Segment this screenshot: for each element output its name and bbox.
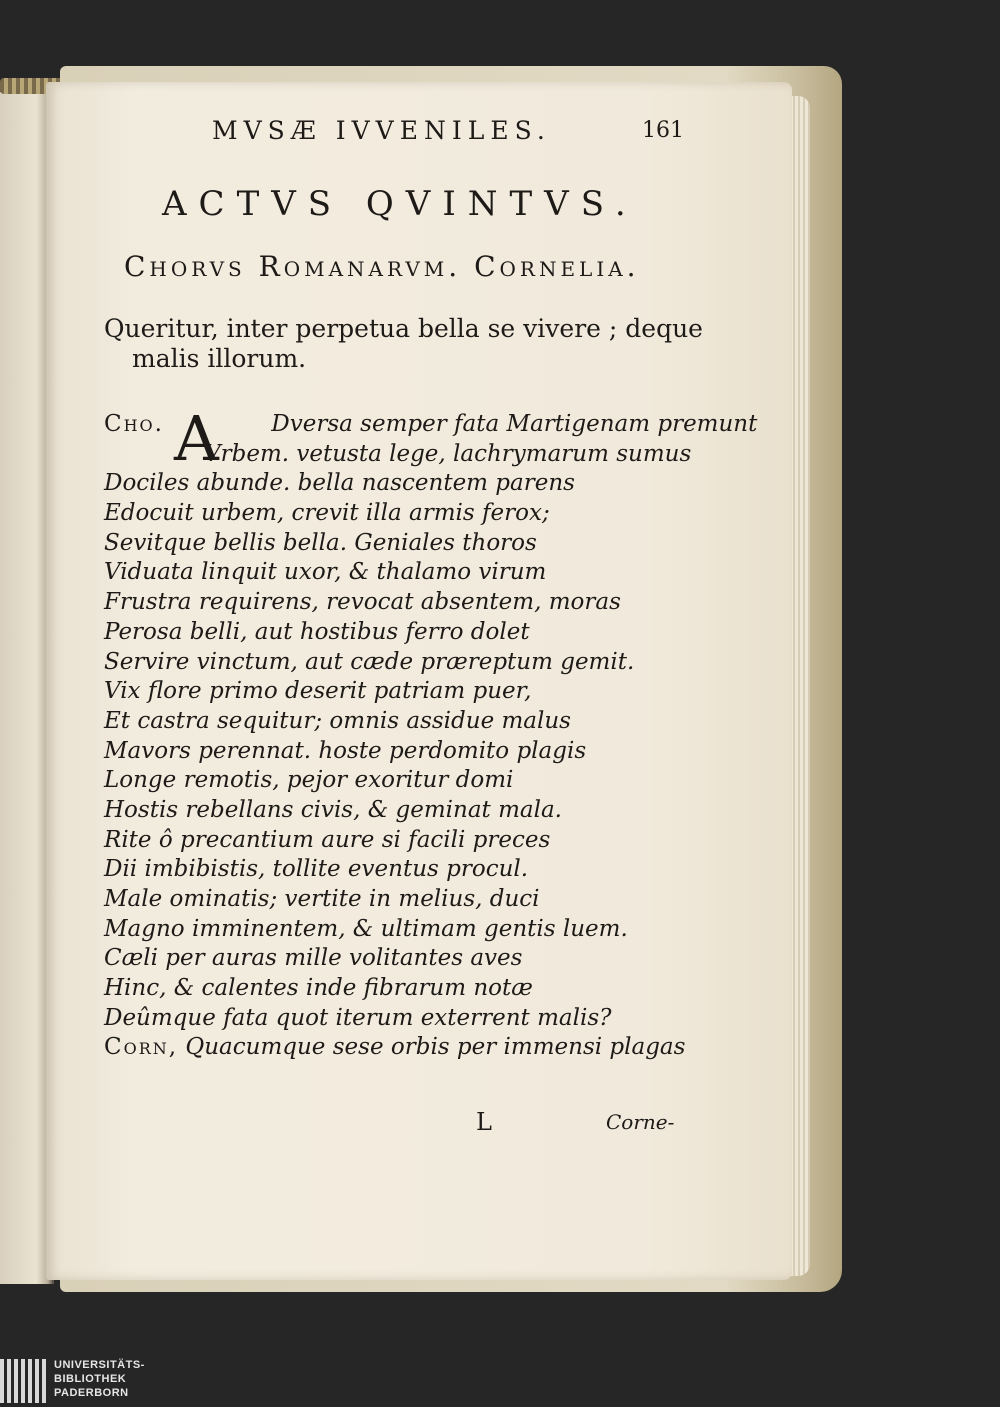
verse-line: Servire vinctum, aut cæde præreptum gemit.	[104, 648, 635, 675]
signature-mark: L	[476, 1108, 492, 1136]
page-number: 161	[642, 118, 684, 143]
scene-title: Chorvs Romanarvm. Cornelia.	[124, 250, 640, 283]
library-name-line: BIBLIOTHEK	[54, 1373, 127, 1385]
argument-line: malis illorum.	[132, 344, 307, 373]
speaker-label: Corn,	[104, 1034, 179, 1061]
verse-line: Dociles abunde. bella nascentem parens	[104, 470, 575, 497]
verse-text: Quacumque sese orbis per immensi plagas	[185, 1034, 686, 1061]
verse-text: Dversa semper fata Martigenam premunt	[271, 411, 758, 437]
verse-line: Longe remotis, pejor exoritur domi	[104, 767, 514, 794]
footer-bar	[0, 1355, 1000, 1407]
verse-line: Magno imminentem, & ultimam gentis luem.	[104, 915, 628, 942]
scene-argument	[104, 314, 704, 374]
verse-line: Male ominatis; vertite in melius, duci	[104, 886, 540, 912]
argument-line: Queritur, inter perpetua bella se vivere ; deque	[104, 314, 703, 343]
verse-line: Sevitque bellis bella. Geniales thoros	[104, 529, 537, 556]
verse-line	[104, 1033, 704, 1063]
verse-line: Vix flore primo deserit patriam puer,	[104, 678, 532, 705]
verse-line: Perosa belli, aut hostibus ferro dolet	[104, 618, 530, 645]
verse-line: Viduata linquit uxor, & thalamo virum	[104, 559, 547, 586]
library-name-line: PADERBORN	[54, 1387, 129, 1399]
verse-line: Dii imbibistis, tollite eventus procul.	[104, 856, 529, 883]
verse-line: Hinc, & calentes inde fibrarum notæ	[104, 975, 533, 1002]
verse-line: Rite ô precantium aure si facili preces	[104, 826, 551, 853]
verse-line: Frustra requirens, revocat absentem, moras	[104, 589, 621, 616]
verse-block	[104, 402, 758, 1063]
drop-cap: A	[174, 402, 219, 475]
act-title: ACTVS QVINTVS.	[162, 184, 638, 224]
running-head: MVSÆ IVVENILES.	[212, 116, 551, 145]
library-name	[54, 1358, 145, 1400]
verse-line: Edocuit urbem, crevit illa armis ferox;	[104, 500, 550, 527]
verse-line: Vrbem. vetusta lege, lachrymarum sumus	[204, 440, 692, 467]
verse-line: Mavors perennat. hoste perdomito plagis	[104, 737, 587, 764]
verse-line: Et castra sequitur; omnis assidue malus	[104, 707, 571, 734]
verse-line: Hostis rebellans civis, & geminat mala.	[104, 796, 562, 823]
catchword: Corne-	[606, 1110, 675, 1134]
speaker-label: Cho.	[104, 411, 164, 437]
verse-line: Cæli per auras mille volitantes aves	[104, 945, 523, 972]
library-logo-icon	[0, 1359, 46, 1403]
verse-line: Deûmque fata quot iterum exterrent malis?	[104, 1004, 612, 1031]
library-name-line: UNIVERSITÄTS-	[54, 1359, 145, 1371]
